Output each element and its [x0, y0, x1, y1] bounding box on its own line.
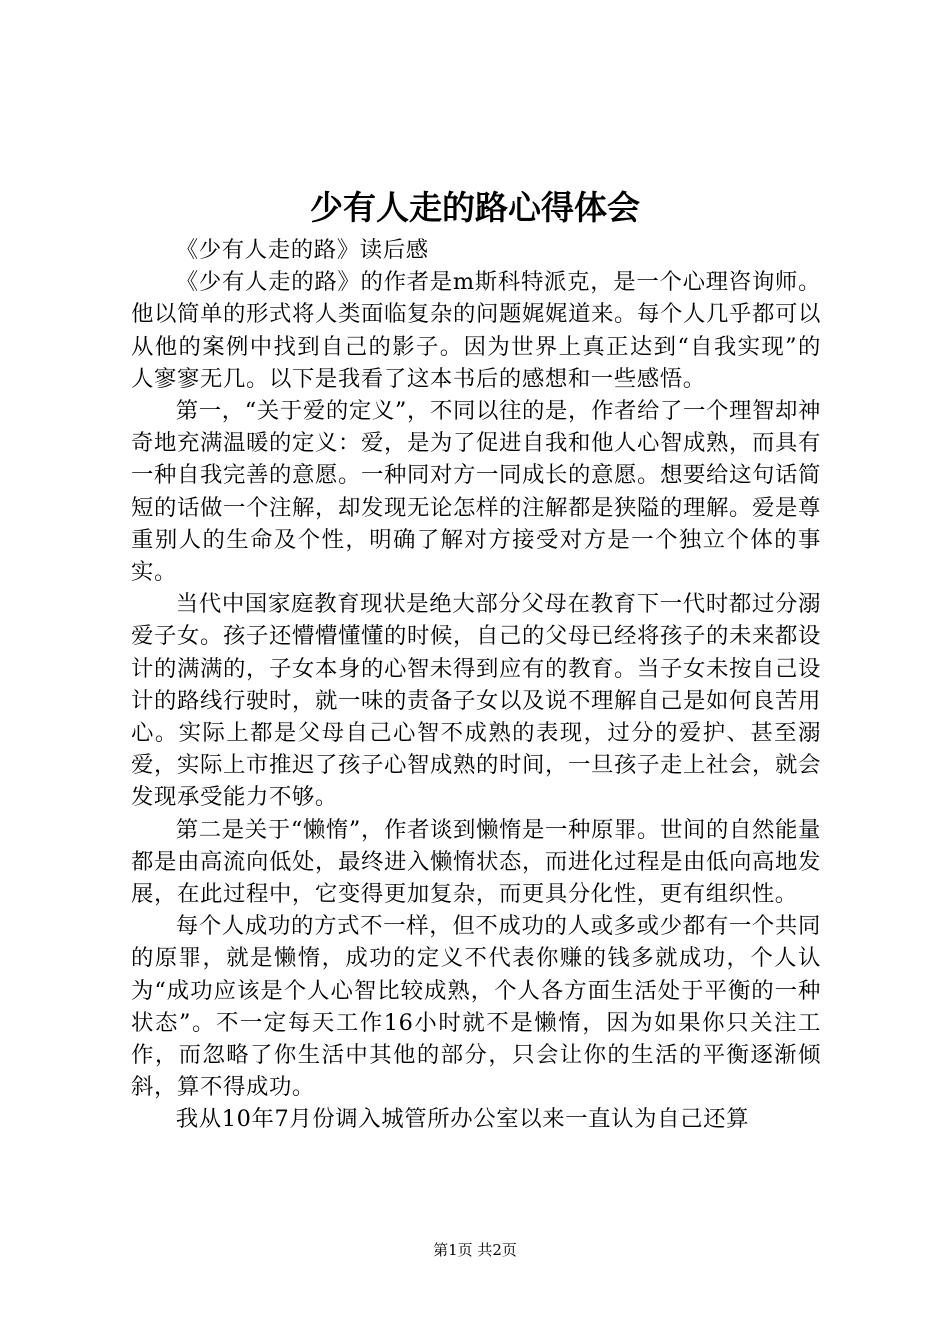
- paragraph-love-definition: 第一，“关于爱的定义”，不同以往的是，作者给了一个理智却神奇地充满温暖的定义：爱，是为了促进自我和他人心智成熟，而具有一种自我完善的意愿。一种同对方一同成长的意愿。想要给这句话简短的话做一个注解，却发现无论怎样的注解都是狭隘的理解。爱是尊重别人的生命及个性，明确了解对方接受对方是一个独立个体的事实。: [131, 398, 821, 586]
- paragraph-success: 每个人成功的方式不一样，但不成功的人或多或少都有一个共同的原罪，就是懒惰，成功的定义不代表你赚的钱多就成功，个人认为“成功应该是个人心智比较成熟，个人各方面生活处于平衡的一种状态”。不一定每天工作16小时就不是懒惰，因为如果你只关注工作，而忽略了你生活中其他的部分，只会让你的生活的平衡逐渐倾斜，算不得成功。: [131, 913, 821, 1101]
- page-footer: 第1页 共2页: [433, 1241, 517, 1259]
- paragraph-subtitle: 《少有人走的路》读后感: [175, 237, 429, 263]
- document-body: [131, 234, 821, 1136]
- paragraph-family-education: 当代中国家庭教育现状是绝大部分父母在教育下一代时都过分溺爱子女。孩子还懵懵懂懂的时候，自己的父母已经将孩子的未来都设计的满满的，子女本身的心智未得到应有的教育。当子女未按自己设计的路线行驶时，就一味的责备子女以及说不理解自己是如何良苦用心。实际上都是父母自己心智不成熟的表现，过分的爱护、甚至溺爱，实际上市推迟了孩子心智成熟的时间，一旦孩子走上社会，就会发现承受能力不够。: [131, 591, 821, 811]
- paragraph-laziness: 第二是关于“懒惰”，作者谈到懒惰是一种原罪。世间的自然能量都是由高流向低处，最终进入懒惰状态，而进化过程是由低向高地发展，在此过程中，它变得更加复杂，而更具分化性，更有组织性。: [131, 816, 821, 908]
- paragraph-personal: 我从10年7月份调入城管所办公室以来一直认为自己还算: [175, 1106, 750, 1133]
- document-title: 少有人走的路心得体会: [310, 188, 640, 227]
- paragraph-intro: 《少有人走的路》的作者是m斯科特派克，是一个心理咨询师。他以简单的形式将人类面临复杂的问题娓娓道来。每个人几乎都可以从他的案例中找到自己的影子。因为世界上真正达到“自我实现”的人寥寥无几。以下是我看了这本书后的感想和一些感悟。: [131, 269, 821, 392]
